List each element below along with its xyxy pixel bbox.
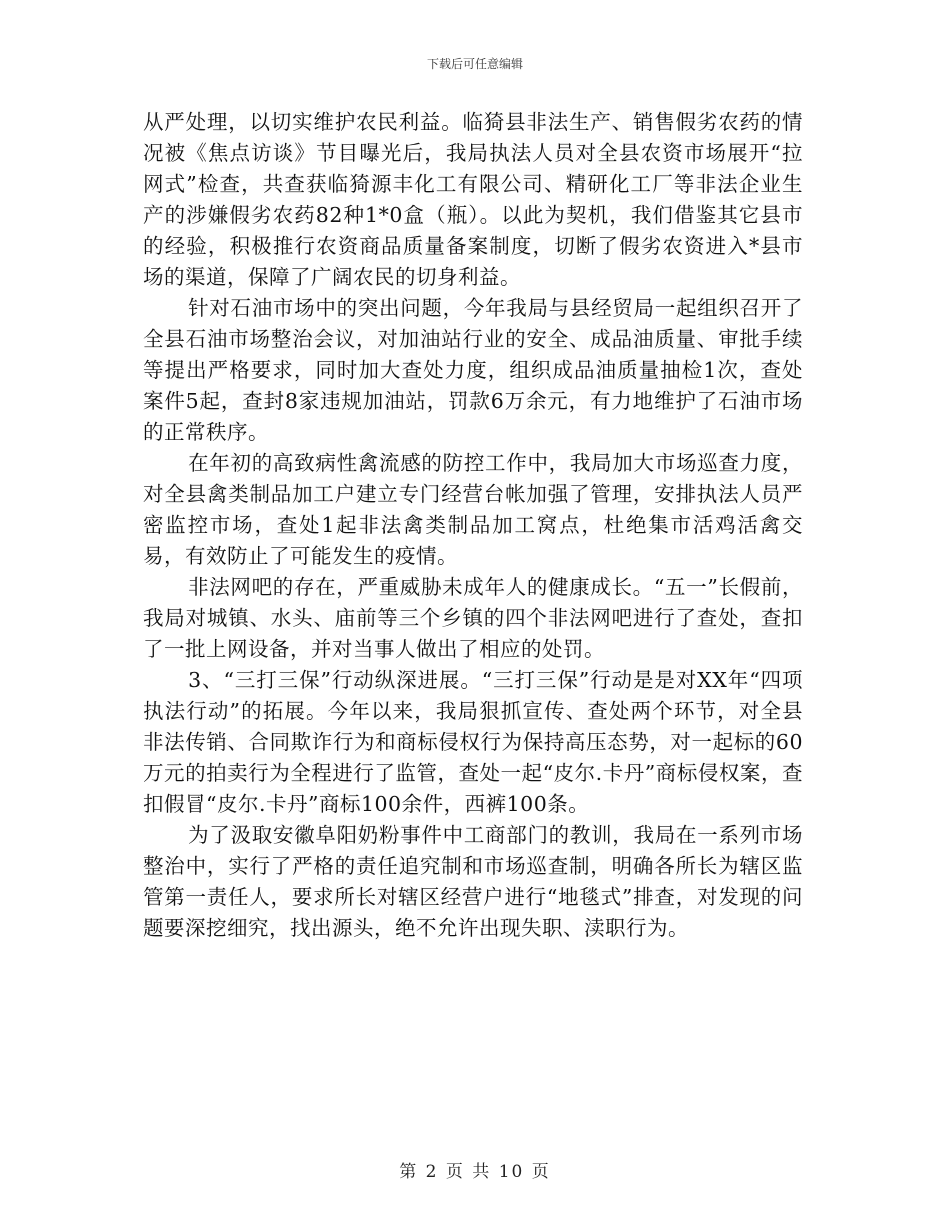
page-footer: 第 2 页 共 10 页 bbox=[399, 1162, 551, 1182]
paragraph-5: 3、“三打三保”行动纵深进展。“三打三保”行动是是对XX年“四项执法行动”的拓展。今年以来，我局狠抓宣传、查处两个环节，对全县非法传销、合同欺诈行为和商标侵权行为保持高压态势，对一起标的60万元的拍卖行为全程进行了监管，查处一起“皮尔.卡丹”商标侵权案，查扣假冒“皮尔.卡丹”商标100余件，西裤100条。 bbox=[143, 668, 803, 816]
paragraph-3: 在年初的高致病性禽流感的防控工作中，我局加大市场巡查力度，对全县禽类制品加工户建立专门经营台帐加强了管理，安排执法人员严密监控市场，查处1起非法禽类制品加工窝点，杜绝集市活鸡活禽交易，有效防止了可能发生的疫情。 bbox=[143, 451, 803, 568]
paragraph-1: 从严处理，以切实维护农民利益。临猗县非法生产、销售假劣农药的情况被《焦点访谈》节目曝光后，我局执法人员对全县农资市场展开“拉网式”检查，共查获临猗源丰化工有限公司、精研化工厂等非法企业生产的涉嫌假劣农药82种1*0盒（瓶）。以此为契机，我们借鉴其它县市的经验，积极推行农资商品质量备案制度，切断了假劣农资进入*县市场的渠道，保障了广阔农民的切身利益。 bbox=[143, 110, 803, 289]
paragraph-2: 针对石油市场中的突出问题，今年我局与县经贸局一起组织召开了全县石油市场整治会议，对加油站行业的安全、成品油质量、审批手续等提出严格要求，同时加大查处力度，组织成品油质量抽检1次，查处案件5起，查封8家违规加油站，罚款6万余元，有力地维护了石油市场的正常秩序。 bbox=[143, 296, 803, 444]
page-header: 下载后可任意编辑 bbox=[426, 57, 523, 71]
paragraph-6: 为了汲取安徽阜阳奶粉事件中工商部门的教训，我局在一系列市场整治中，实行了严格的责任追究制和市场巡查制，明确各所长为辖区监管第一责任人，要求所长对辖区经营户进行“地毯式”排查，对发现的问题要深挖细究，找出源头，绝不允许出现失职、渎职行为。 bbox=[143, 823, 803, 940]
paragraph-4: 非法网吧的存在，严重威胁未成年人的健康成长。“五一”长假前，我局对城镇、水头、庙前等三个乡镇的四个非法网吧进行了查处，查扣了一批上网设备，并对当事人做出了相应的处罚。 bbox=[143, 575, 803, 661]
document-body bbox=[143, 107, 803, 944]
